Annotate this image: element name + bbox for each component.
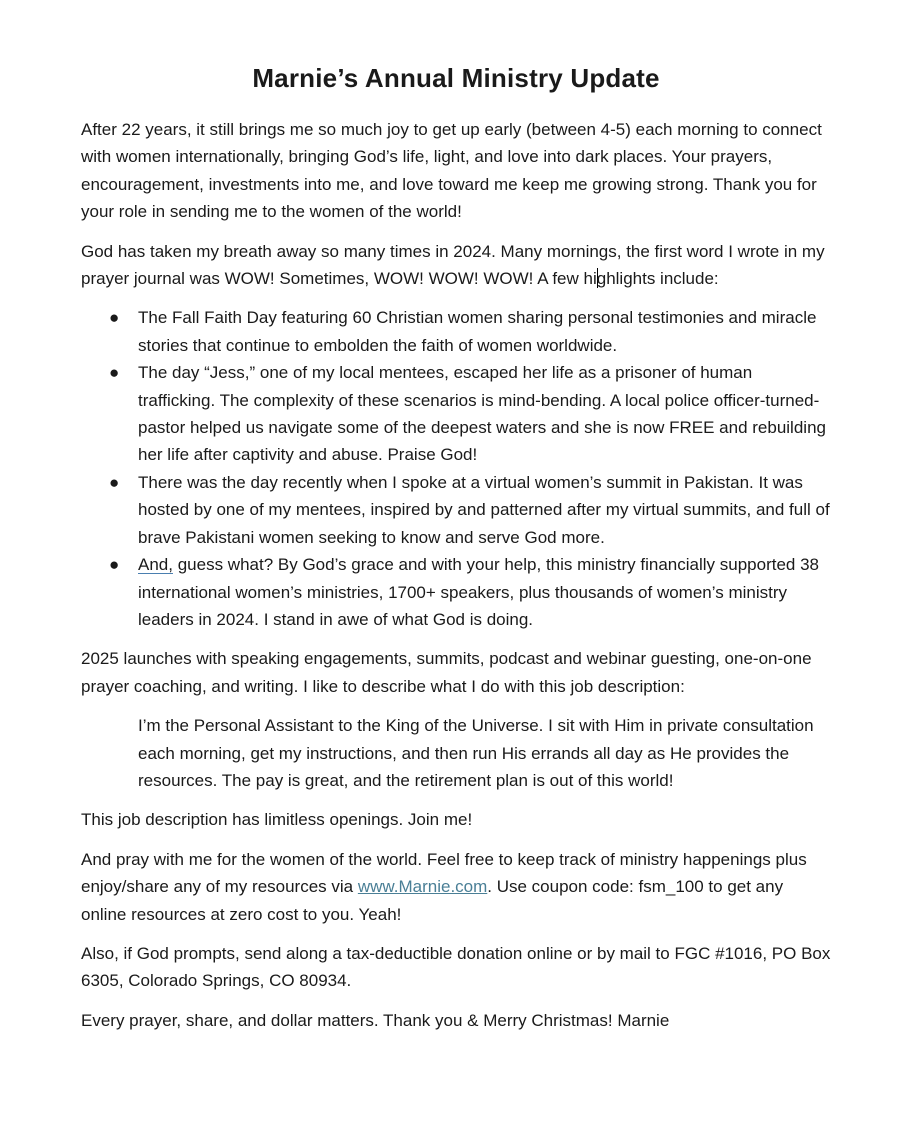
document-title: Marnie’s Annual Ministry Update: [252, 63, 660, 93]
bullet-icon: ●: [109, 308, 120, 328]
spelling-flagged-word[interactable]: And,: [138, 555, 173, 575]
list-item: [81, 469, 831, 551]
list-item-text: The Fall Faith Day featuring 60 Christian women sharing personal testimonies and miracle stories that continue to embolden the faith of women worldwide.: [138, 308, 817, 355]
donate-paragraph: Also, if God prompts, send along a tax-deductible donation online or by mail to FGC #1016, PO Box 6305, Colorado Springs, CO 80934.: [81, 943, 831, 991]
pray-text-after: . Use coupon code: fsm_100 to get any online resources at zero cost to you. Yeah!: [81, 877, 784, 924]
list-item-text: The day “Jess,” one of my local mentees, escaped her life as a prisoner of human trafficking. The complexity of these scenarios is mind-bending. A local police officer-turned-pastor helped us navigate some of the deepest waters and she is now FREE and rebuilding her life after captivity and abuse. Praise God!: [138, 363, 826, 465]
list-item-text: guess what? By God’s grace and with your help, this ministry financially supported 38 international women’s ministries, 1700+ speakers, plus thousands of women’s ministry leaders in 2024. I stand in awe of what God is doing.: [138, 555, 820, 629]
openings-paragraph: This job description has limitless openings. Join me!: [81, 810, 473, 830]
website-link[interactable]: www.Marnie.com: [357, 877, 488, 897]
bullet-icon: ●: [109, 363, 120, 383]
document-page: [81, 58, 831, 1046]
pray-text-before: And pray with me for the women of the world. Feel free to keep track of ministry happenings plus enjoy/share any of my resources via: [81, 849, 807, 897]
wow-text-before: God has taken my breath away so many times in 2024. Many mornings, the first word I wrote in my prayer journal was WOW! Sometimes, WOW! WOW! WOW! A few hi: [81, 241, 825, 289]
list-item: [81, 551, 831, 633]
wow-text-after: ghlights include:: [596, 269, 719, 289]
closing-paragraph: Every prayer, share, and dollar matters. Thank you & Merry Christmas! Marnie: [81, 1010, 670, 1030]
bullet-icon: ●: [109, 472, 120, 492]
highlights-list: [81, 304, 831, 633]
intro-paragraph: After 22 years, it still brings me so much joy to get up early (between 4-5) each morning to connect with women internationally, bringing God’s life, light, and love into dark places. Your prayers, encouragement, investments into me, and love toward me keep me growing strong. Thank you for your role in sending me to the women of the world!: [81, 120, 822, 222]
wow-paragraph: [81, 238, 831, 293]
bullet-icon: ●: [109, 555, 120, 575]
pray-paragraph: [81, 846, 831, 928]
list-item: [81, 304, 831, 359]
list-item-text: There was the day recently when I spoke at a virtual women’s summit in Pakistan. It was hosted by one of my mentees, inspired by and patterned after my virtual summits, and full of brave Pakistani women seeking to know and serve God more.: [138, 472, 830, 547]
plans-paragraph: 2025 launches with speaking engagements, summits, podcast and webinar guesting, one-on-one prayer coaching, and writing. I like to describe what I do with this job description:: [81, 649, 812, 696]
list-item: [81, 359, 831, 469]
job-description-quote: I’m the Personal Assistant to the King of the Universe. I sit with Him in private consultation each morning, get my instructions, and then run His errands all day as He provides the resources. The pay is great, and the retirement plan is out of this world!: [138, 716, 814, 790]
